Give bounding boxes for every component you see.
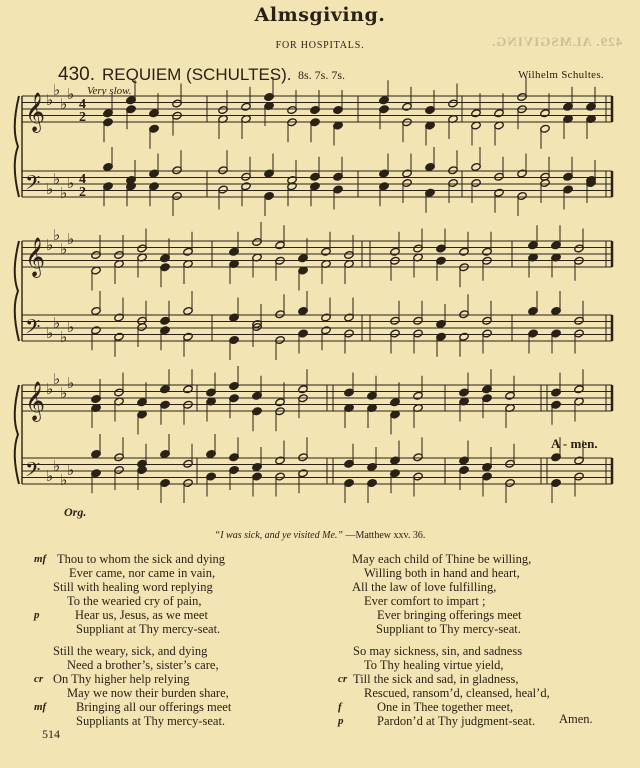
bass-clef-icon: 𝄢 — [25, 458, 41, 486]
flat-icon: ♭ — [53, 226, 61, 244]
flat-icon: ♭ — [53, 314, 61, 332]
flat-icon: ♭ — [60, 471, 68, 489]
verse-line: Still with healing word replying — [53, 580, 213, 594]
time-signature: 2 — [79, 185, 86, 200]
system-brace — [15, 241, 19, 341]
time-signature: 4 — [79, 172, 86, 187]
dynamic-marking: mf — [34, 553, 47, 565]
treble-clef-icon: 𝄞 — [25, 237, 46, 277]
verse-line: On Thy higher help relying — [53, 672, 190, 686]
flat-icon: ♭ — [53, 81, 61, 99]
flat-icon: ♭ — [46, 91, 54, 109]
verse-line: Suppliant at Thy mercy-seat. — [76, 622, 221, 636]
dynamic-marking: mf — [34, 701, 47, 713]
flat-icon: ♭ — [67, 461, 75, 479]
flat-icon: ♭ — [53, 370, 61, 388]
time-signature: 4 — [79, 97, 86, 112]
verse-line: Ever came, nor came in vain, — [69, 566, 216, 580]
verse-line: Hear us, Jesus, as we meet — [75, 608, 208, 622]
flat-icon: ♭ — [67, 85, 75, 103]
flat-icon: ♭ — [67, 174, 75, 192]
verse-line: One in Thee together meet, — [377, 700, 514, 714]
verse-line: To Thy healing virtue yield, — [364, 658, 504, 672]
scripture-citation: —Matthew xxv. 36. — [345, 530, 426, 541]
verse-line: May each child of Thine be willing, — [352, 552, 532, 566]
hymn-number: 430. — [58, 64, 95, 85]
hymn-tune-name: REQUIEM (SCHULTES). — [102, 65, 292, 84]
verse-line: Suppliants at Thy mercy-seat. — [76, 714, 226, 728]
verse-line: Ever bringing offerings meet — [377, 608, 522, 622]
flat-icon: ♭ — [46, 467, 54, 485]
verse-line: Need a brother’s, sister’s care, — [67, 658, 219, 672]
verse-line: Rescued, ransom’d, cleansed, heal’d, — [364, 686, 550, 700]
dynamic-marking: cr — [338, 673, 348, 685]
flat-icon: ♭ — [46, 236, 54, 254]
dynamic-marking: cr — [34, 673, 44, 685]
flat-icon: ♭ — [60, 184, 68, 202]
flat-icon: ♭ — [46, 324, 54, 342]
flat-icon: ♭ — [46, 180, 54, 198]
verse-line: Still the weary, sick, and dying — [53, 644, 208, 658]
bass-clef-icon: 𝄢 — [25, 171, 41, 199]
verse-line: Pardon’d at Thy judgment-seat. — [377, 714, 536, 728]
verse-line: Ever comfort to impart ; — [364, 594, 486, 608]
verse-line: Till the sick and sad, in gladness, — [353, 672, 519, 686]
section-title: Almsgiving. — [254, 4, 386, 26]
verse-line: Willing both in hand and heart, — [364, 566, 520, 580]
flat-icon: ♭ — [46, 380, 54, 398]
amen-lyric: A - men. — [551, 436, 598, 451]
scripture-reference — [0, 530, 640, 541]
verse-line: To the wearied cry of pain, — [67, 594, 202, 608]
hymn-composer: Wilhelm Schultes. — [518, 69, 604, 81]
system-brace — [15, 96, 19, 197]
time-signature: 2 — [79, 110, 86, 125]
verse-line: All the law of love fulfilling, — [352, 580, 497, 594]
hymn-meter: 8s. 7s. 7s. — [298, 68, 346, 82]
treble-clef-icon: 𝄞 — [25, 92, 46, 132]
page-number: 514 — [42, 727, 60, 741]
tempo-marking: Very slow. — [87, 85, 132, 97]
flat-icon: ♭ — [60, 240, 68, 258]
flat-icon: ♭ — [60, 95, 68, 113]
flat-icon: ♭ — [53, 457, 61, 475]
flat-icon: ♭ — [67, 318, 75, 336]
flat-icon: ♭ — [67, 230, 75, 248]
flat-icon: ♭ — [67, 374, 75, 392]
bleed-through-text: 429. ALMSGIVING. — [490, 34, 622, 49]
verse-line: Suppliant to Thy mercy-seat. — [376, 622, 521, 636]
treble-clef-icon: 𝄞 — [25, 381, 46, 421]
dynamic-marking: p — [338, 715, 344, 727]
hymn-verses — [0, 552, 640, 752]
verse-line: So may sickness, sin, and sadness — [353, 644, 523, 658]
bass-clef-icon: 𝄢 — [25, 315, 41, 343]
flat-icon: ♭ — [53, 170, 61, 188]
section-subtitle: FOR HOSPITALS. — [275, 40, 365, 51]
flat-icon: ♭ — [60, 384, 68, 402]
verses-amen: Amen. — [559, 712, 593, 726]
flat-icon: ♭ — [60, 328, 68, 346]
dynamic-marking: f — [338, 701, 342, 713]
scripture-quote: “I was sick, and ye visited Me.” — [214, 530, 343, 541]
dynamic-marking: p — [34, 609, 40, 621]
verse-line: Bringing all our offerings meet — [76, 700, 232, 714]
organ-label: Org. — [64, 505, 87, 519]
verse-line: Thou to whom the sick and dying — [57, 552, 226, 566]
verse-line: May we now their burden share, — [67, 686, 229, 700]
system-brace — [15, 385, 19, 484]
